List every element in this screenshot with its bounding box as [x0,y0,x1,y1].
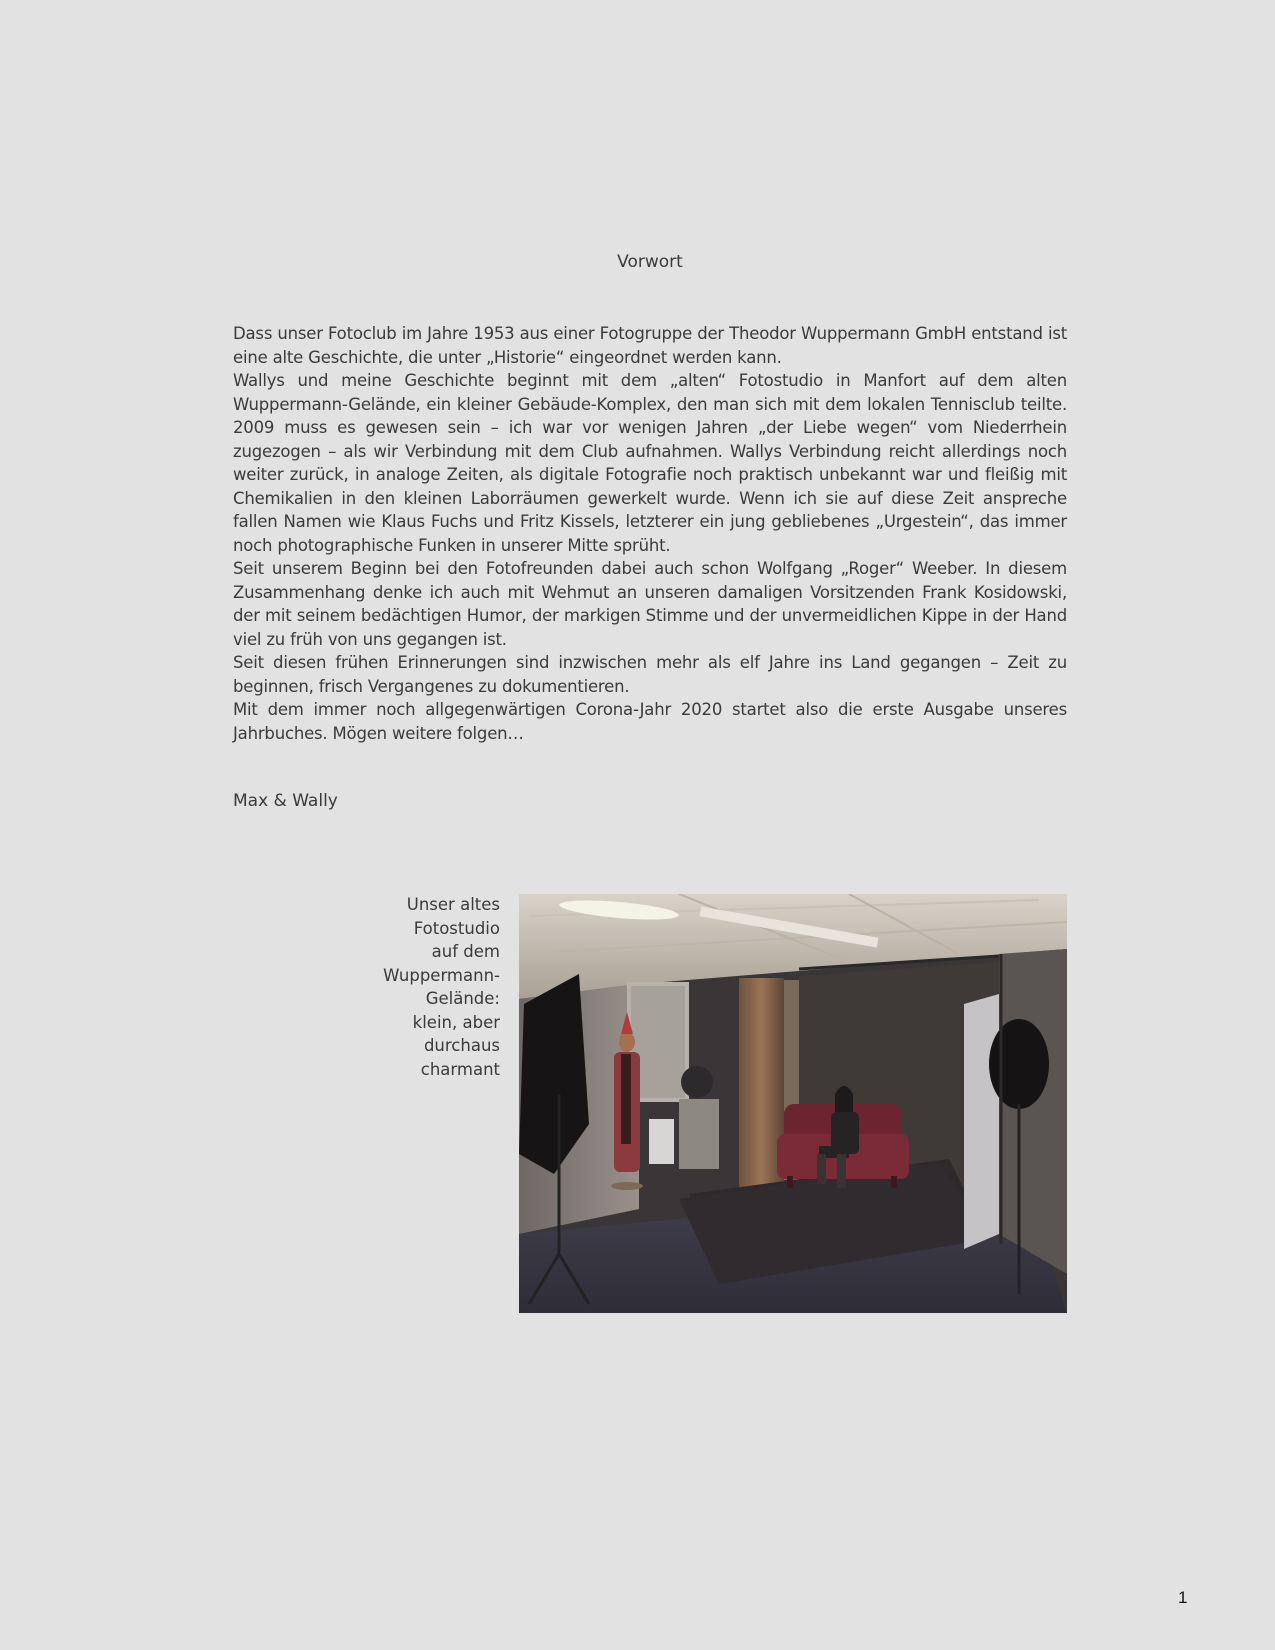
paragraph: Mit dem immer noch allgegenwärtigen Corona-Jahr 2020 startet also die erste Ausgabe unseres Jahrbuches. Mögen weitere folgen… [233,700,1067,743]
foreword-text [233,322,1067,745]
page-title: Vorwort [617,252,683,272]
photo-caption [360,893,500,1081]
caption-line: Fotostudio [413,918,500,938]
paragraph: Seit diesen frühen Erinnerungen sind inzwischen mehr als elf Jahre ins Land gegangen – Zeit zu beginnen, frisch Vergangenes zu dokumentieren. [233,653,1067,696]
caption-line: auf dem [431,942,500,961]
caption-line: Gelände: [425,989,500,1008]
signature: Max & Wally [233,791,338,811]
caption-line: Unser altes [406,895,500,914]
paragraph: Seit unserem Beginn bei den Fotofreunden dabei auch schon Wolfgang „Roger“ Weeber. In diesem Zusammenhang denke ich auch mit Wehmut an unseren damaligen Vorsitzenden Frank Kosidowski, der mit seinem bedächtigen Humor, der markigen Stimme und der unvermeidlichen Kippe in der Hand viel zu früh von uns gegangen ist. [233,559,1067,649]
caption-line: charmant [420,1059,500,1079]
caption-line: Wuppermann- [383,965,500,985]
studio-photo [519,894,1067,1313]
page-number: 1 [1178,1588,1188,1607]
caption-line: durchaus [423,1036,500,1055]
caption-line: klein, aber [412,1012,500,1032]
paragraph: Dass unser Fotoclub im Jahre 1953 aus einer Fotogruppe der Theodor Wuppermann GmbH entstand ist eine alte Geschichte, die unter „Historie“ eingeordnet werden kann. [233,324,1067,367]
paragraph: Wallys und meine Geschichte beginnt mit dem „alten“ Fotostudio in Manfort auf dem alten Wuppermann-Gelände, ein kleiner Gebäude-Komplex, den man sich mit dem lokalen Tennisclub teilte. 2009 muss es gewesen sein – ich war vor wenigen Jahren „der Liebe wegen“ vom Niederrhein zugezogen – als wir Verbindung mit dem Club aufnahmen. Wallys Verbindung reicht allerdings noch weiter zurück, in analoge Zeiten, als digitale Fotografie noch praktisch unbekannt war und fleißig mit Chemikalien in den kleinen Laborräumen gewerkelt wurde. Wenn ich sie auf diese Zeit anspreche fallen Namen wie Klaus Fuchs und Fritz Kissels, letzterer ein jung gebliebenes „Urgestein“, das immer noch photographische Funken in unserer Mitte sprüht. [233,371,1067,555]
